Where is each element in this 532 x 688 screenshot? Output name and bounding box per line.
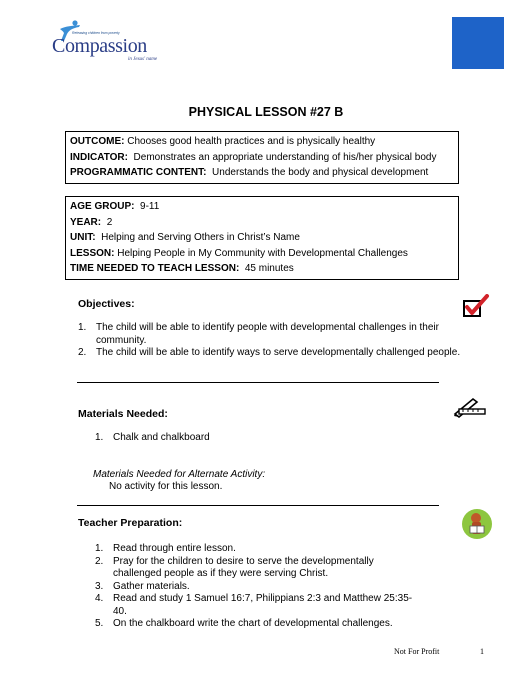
year-value: 2 xyxy=(106,216,113,228)
list-number: 5. xyxy=(95,618,104,629)
lesson-info-box xyxy=(65,196,459,280)
pencil-ruler-icon xyxy=(451,396,487,418)
unit-row xyxy=(70,230,454,246)
compassion-logo xyxy=(52,20,164,66)
lesson-row xyxy=(70,246,454,262)
list-item: 5. On the chalkboard write the chart of developmental challenges. xyxy=(95,618,393,629)
footer-label: Not For Profit xyxy=(394,647,440,656)
programmatic-row xyxy=(70,165,454,181)
age-group-value: 9-11 xyxy=(140,201,160,212)
teacher-reading-icon xyxy=(460,506,494,542)
indicator-row xyxy=(70,150,454,166)
objectives-list xyxy=(78,322,498,360)
blue-decorative-block xyxy=(452,17,504,69)
age-group-row xyxy=(70,199,454,215)
age-group-label: AGE GROUP: xyxy=(70,201,135,212)
logo-subtitle: in Jesus' name xyxy=(128,57,158,62)
list-number: 2. xyxy=(78,347,87,358)
divider xyxy=(77,505,439,506)
alt-materials-heading: Materials Needed for Alternate Activity: xyxy=(93,469,266,480)
list-item: 2. The child will be able to identify ways to serve developmentally challenged people. xyxy=(78,347,461,358)
indicator-label: INDICATOR: xyxy=(70,151,128,163)
materials-heading: Materials Needed: xyxy=(78,408,168,420)
list-number: 1. xyxy=(78,322,87,333)
list-number: 2. xyxy=(95,555,104,567)
time-row xyxy=(70,261,454,277)
list-number: 1. xyxy=(95,432,104,443)
page-number: 1 xyxy=(480,647,484,656)
outcome-label: OUTCOME: xyxy=(70,136,125,147)
programmatic-value: Understands the body and physical development xyxy=(212,167,429,178)
divider xyxy=(77,382,439,383)
indicator-value: Demonstrates an appropriate understanding of his/her physical body xyxy=(133,151,437,163)
year-label: YEAR: xyxy=(70,216,102,228)
programmatic-label: PROGRAMMATIC CONTENT: xyxy=(70,167,207,178)
logo-wordmark: Compassion xyxy=(52,35,147,57)
outcome-row xyxy=(70,134,454,150)
teacher-prep-list xyxy=(95,543,475,631)
time-value: 45 minutes xyxy=(244,263,294,274)
list-number: 3. xyxy=(95,580,104,592)
alt-materials-text: No activity for this lesson. xyxy=(109,481,223,492)
list-item: 4. Read and study 1 Samuel 16:7, Philippians 2:3 and Matthew 25:35- 40. xyxy=(95,593,413,617)
list-item: 3. Gather materials. xyxy=(95,580,190,592)
list-item: 2. Pray for the children to desire to serve the developmentally challenged people as if they were serving Christ. xyxy=(95,555,374,579)
list-number: 4. xyxy=(95,593,104,604)
logo-tagline: Releasing children from poverty xyxy=(72,31,120,35)
unit-label: UNIT: xyxy=(70,232,96,243)
lesson-value: Helping People in My Community with Developmental Challenges xyxy=(117,247,408,259)
unit-value: Helping and Serving Others in Christ’s Name xyxy=(101,232,300,243)
outcome-box xyxy=(65,131,459,184)
materials-list xyxy=(95,432,475,445)
list-item: 1. Read through entire lesson. xyxy=(95,543,236,554)
list-item: 1. Chalk and chalkboard xyxy=(95,432,210,443)
lesson-label: LESSON: xyxy=(70,247,115,259)
list-number: 1. xyxy=(95,543,104,554)
teacher-prep-heading: Teacher Preparation: xyxy=(78,517,183,529)
year-row xyxy=(70,215,454,231)
outcome-value: Chooses good health practices and is physically healthy xyxy=(127,136,376,147)
checkbox-check-icon xyxy=(462,294,490,318)
list-item: 1. The child will be able to identify people with developmental challenges in their community. xyxy=(78,322,439,346)
page-title: PHYSICAL LESSON #27 B xyxy=(188,105,344,119)
time-label: TIME NEEDED TO TEACH LESSON: xyxy=(70,263,240,274)
objectives-heading: Objectives: xyxy=(78,298,135,310)
